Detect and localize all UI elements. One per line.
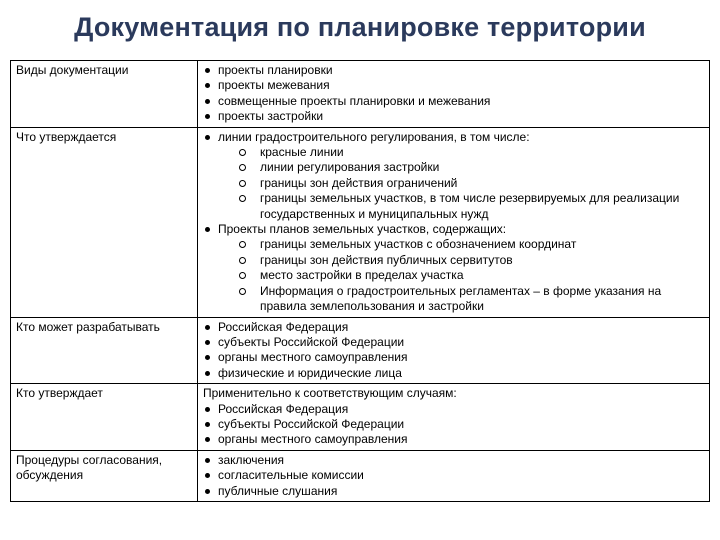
row-label: Кто утверждает [11, 384, 198, 451]
list-item: совмещенные проекты планировки и межевания [203, 94, 705, 109]
sub-bullet-list [203, 237, 705, 314]
list-item: проекты застройки [203, 109, 705, 124]
row-label: Кто может разрабатывать [11, 317, 198, 384]
list-item: физические и юридические лица [203, 366, 705, 381]
list-item: проекты межевания [203, 78, 705, 93]
row-content [198, 61, 710, 128]
bullet-list [203, 222, 705, 237]
table-row [11, 61, 710, 128]
list-item: линии градостроительного регулирования, в том числе: [203, 130, 705, 145]
sub-list-item: границы зон действия ограничений [203, 176, 705, 191]
list-item: Российская Федерация [203, 402, 705, 417]
list-item: Проекты планов земельных участков, содержащих: [203, 222, 705, 237]
row-label: Виды документации [11, 61, 198, 128]
bullet-list [203, 130, 705, 145]
sub-list-item: границы зон действия публичных сервитутов [203, 253, 705, 268]
sub-list-item: Информация о градостроительных регламентах – в форме указания на правила землепользования и застройки [203, 284, 705, 315]
list-item: проекты планировки [203, 63, 705, 78]
list-item: согласительные комиссии [203, 468, 705, 483]
sub-list-item: линии регулирования застройки [203, 160, 705, 175]
sub-list-item: место застройки в пределах участка [203, 268, 705, 283]
documentation-table [10, 60, 710, 502]
row-content [198, 384, 710, 451]
list-item: органы местного самоуправления [203, 432, 705, 447]
row-label: Что утверждается [11, 127, 198, 317]
row-content [198, 127, 710, 317]
list-item: органы местного самоуправления [203, 350, 705, 365]
row-content [198, 450, 710, 501]
row-content [198, 317, 710, 384]
bullet-list [203, 402, 705, 448]
list-item: Российская Федерация [203, 320, 705, 335]
page-title: Документация по планировке территории [74, 12, 646, 42]
table-row [11, 317, 710, 384]
list-item: субъекты Российской Федерации [203, 335, 705, 350]
list-item: публичные слушания [203, 484, 705, 499]
row-label: Процедуры согласования, обсуждения [11, 450, 198, 501]
sub-list-item: границы земельных участков, в том числе резервируемых для реализации государственных и муниципальных нужд [203, 191, 705, 222]
bullet-list [203, 453, 705, 499]
table-row [11, 127, 710, 317]
row-lead-text: Применительно к соответствующим случаям: [203, 386, 457, 401]
sub-list-item: границы земельных участков с обозначением координат [203, 237, 705, 252]
list-item: субъекты Российской Федерации [203, 417, 705, 432]
bullet-list [203, 63, 705, 125]
sub-bullet-list [203, 145, 705, 222]
table-row [11, 384, 710, 451]
sub-list-item: красные линии [203, 145, 705, 160]
bullet-list [203, 320, 705, 382]
table-row [11, 450, 710, 501]
list-item: заключения [203, 453, 705, 468]
